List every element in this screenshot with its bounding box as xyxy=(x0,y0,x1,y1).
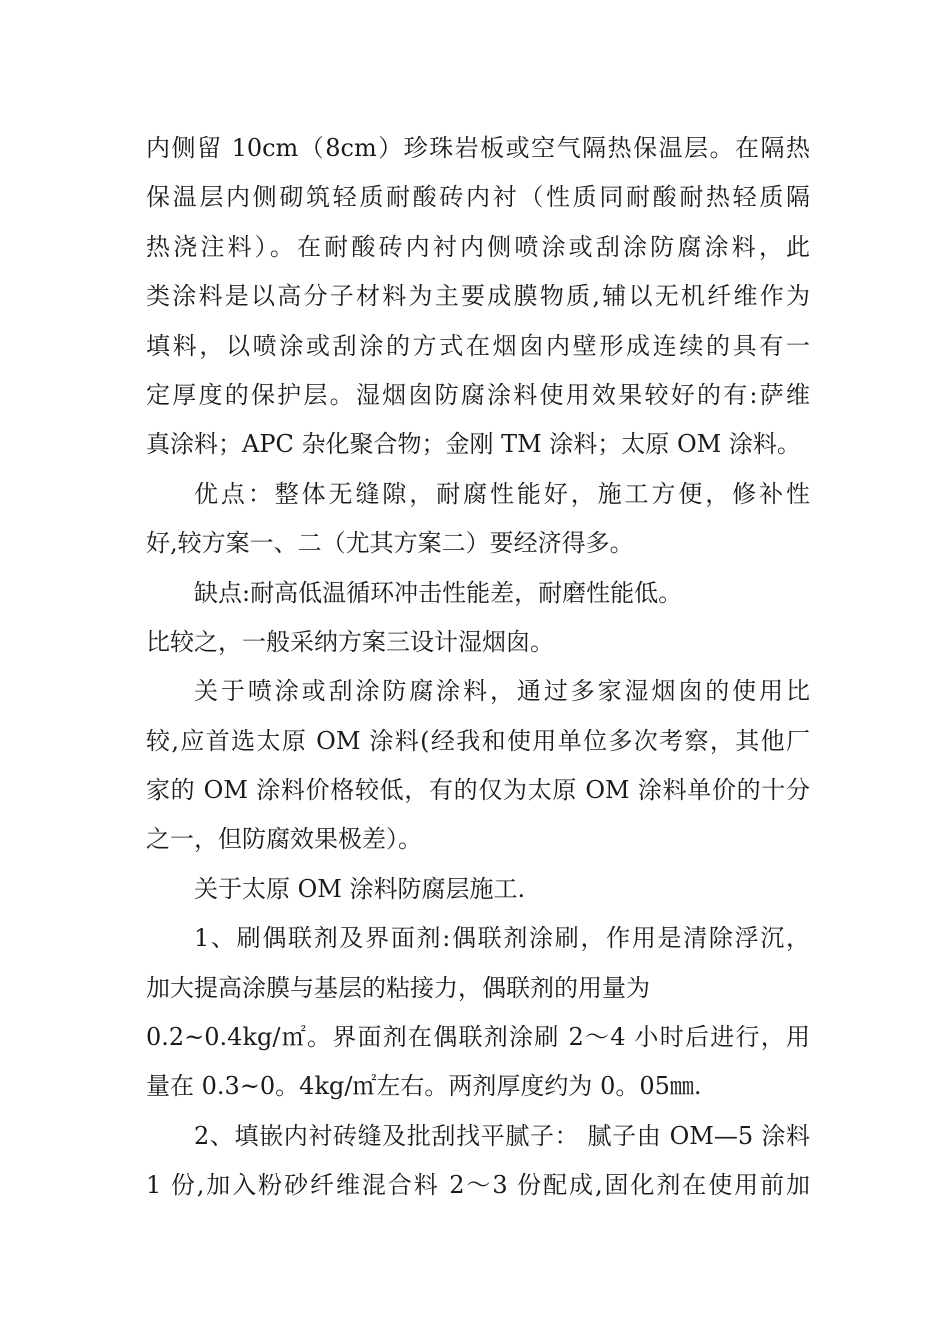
text-line: 填料，以喷涂或刮涂的方式在烟囱内壁形成连续的具有一 xyxy=(146,331,810,360)
text-line: 比较之，一般采纳方案三设计湿烟囱。 xyxy=(146,627,554,656)
text-line: 热浇注料）。在耐酸砖内衬内侧喷涂或刮涂防腐涂料，此 xyxy=(146,232,810,261)
text-line: 好,较方案一、二（尤其方案二）要经济得多。 xyxy=(146,529,634,558)
text-line: 量在 0.3~0。4kg/㎡左右。两剂厚度约为 0。05㎜. xyxy=(146,1072,702,1101)
text-line: 关于太原 OM 涂料防腐层施工. xyxy=(194,874,526,903)
text-line: 2、填嵌内衬砖缝及批刮找平腻子： 腻子由 OM—5 涂料 xyxy=(194,1121,810,1150)
text-line: 关于喷涂或刮涂防腐涂料，通过多家湿烟囱的使用比 xyxy=(194,677,810,706)
text-line: 1、刷偶联剂及界面剂:偶联剂涂刷，作用是清除浮沉， xyxy=(194,924,810,953)
text-line: 之一，但防腐效果极差）。 xyxy=(146,825,422,854)
text-line: 1 份,加入粉砂纤维混合料 2～3 份配成,固化剂在使用前加 xyxy=(146,1171,810,1200)
text-line: 真涂料；APC 杂化聚合物；金刚 TM 涂料；太原 OM 涂料。 xyxy=(146,430,801,459)
text-line: 家的 OM 涂料价格较低，有的仅为太原 OM 涂料单价的十分 xyxy=(146,776,810,805)
text-line: 保温层内侧砌筑轻质耐酸砖内衬（性质同耐酸耐热轻质隔 xyxy=(146,183,810,212)
text-line: 加大提高涂膜与基层的粘接力，偶联剂的用量为 xyxy=(146,973,650,1002)
text-line: 定厚度的保护层。湿烟囱防腐涂料使用效果较好的有:萨维 xyxy=(146,380,810,409)
document-body xyxy=(146,124,810,1211)
text-line: 优点：整体无缝隙，耐腐性能好，施工方便，修补性 xyxy=(194,479,810,508)
text-line: 类涂料是以高分子材料为主要成膜物质,辅以无机纤维作为 xyxy=(146,282,810,311)
text-line: 缺点:耐高低温循环冲击性能差，耐磨性能低。 xyxy=(194,578,683,607)
text-line: 0.2~0.4kg/㎡。界面剂在偶联剂涂刷 2～4 小时后进行，用 xyxy=(146,1023,810,1052)
text-line: 内侧留 10cm（8cm）珍珠岩板或空气隔热保温层。在隔热 xyxy=(146,134,810,162)
text-line: 较,应首选太原 OM 涂料(经我和使用单位多次考察，其他厂 xyxy=(146,726,810,755)
